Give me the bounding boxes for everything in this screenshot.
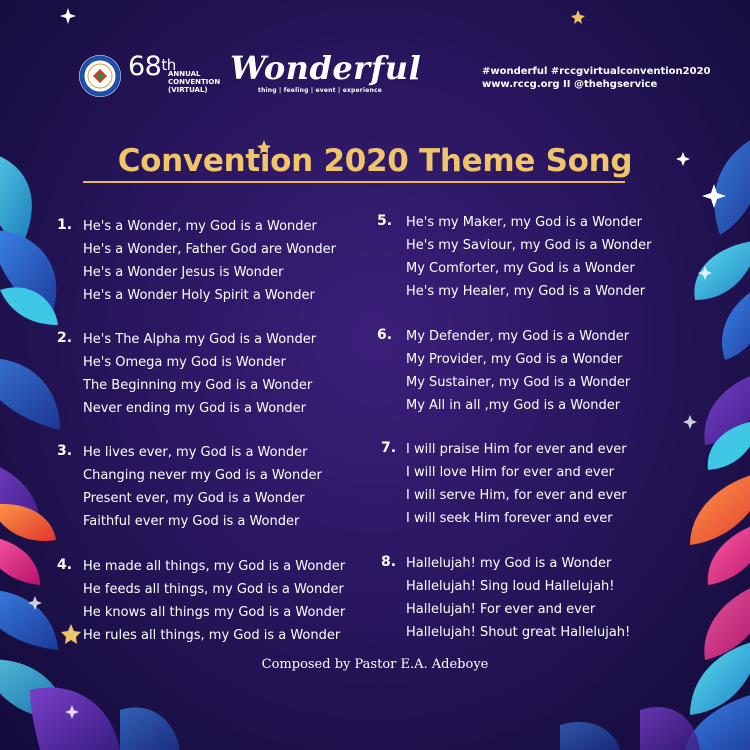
verse-line: He's a Wonder, my God is a Wonder (83, 219, 317, 234)
verse-line: He's The Alpha my God is a Wonder (83, 332, 317, 347)
hashtags-line: #wonderful #rccgvirtualconvention2020 (482, 66, 711, 77)
verse-line: My Provider, my God is a Wonder (406, 352, 623, 367)
title-underline (83, 181, 625, 183)
verse-number: 6. (377, 327, 393, 343)
verse-number: 8. (381, 554, 397, 570)
verse-line: Never ending my God is a Wonder (83, 401, 307, 416)
wonderful-tagline: thing | feeling | event | experience (258, 87, 382, 94)
convention-subtitle: ANNUAL CONVENTION (VIRTUAL) (168, 70, 221, 94)
verse-line: He's a Wonder Jesus is Wonder (83, 265, 284, 280)
verse-line: Hallelujah! my God is a Wonder (406, 556, 612, 571)
verse-line: I will seek Him forever and ever (406, 511, 613, 526)
verse-line: The Beginning my God is a Wonder (83, 378, 313, 393)
verse-line: He made all things, my God is a Wonder (83, 559, 346, 574)
convention-number: 68th (128, 51, 176, 82)
verse-line: My All in all ,my God is a Wonder (406, 398, 621, 413)
verse-line: Hallelujah! For ever and ever (406, 602, 596, 617)
composer-credit: Composed by Pastor E.A. Adeboye (261, 657, 489, 672)
verse-line: Faithful ever my God is a Wonder (83, 514, 300, 529)
verse-number: 1. (57, 217, 73, 233)
verse-line: He feeds all things, my God is a Wonder (83, 582, 344, 597)
verse-line: He knows all things my God is a Wonder (83, 605, 346, 620)
verse-line: Hallelujah! Shout great Hallelujah! (406, 625, 631, 640)
convention-suffix: th (161, 56, 176, 74)
verse-line: Changing never my God is a Wonder (83, 468, 322, 483)
verse-line: I will praise Him for ever and ever (406, 442, 627, 457)
verse-line: My Comforter, my God is a Wonder (406, 261, 635, 276)
verse-line: I will serve Him, for ever and ever (406, 488, 627, 503)
verse-line: He's Omega my God is Wonder (83, 355, 286, 370)
verse-number: 3. (57, 443, 73, 459)
verse-number: 5. (377, 213, 393, 229)
rccg-seal-icon (78, 54, 122, 98)
page-title: Convention 2020 Theme Song (117, 143, 633, 179)
verse-line: I will love Him for ever and ever (406, 465, 614, 480)
verse-number: 2. (57, 330, 73, 346)
verse-line: My Sustainer, my God is a Wonder (406, 375, 631, 390)
verse-line: He lives ever, my God is a Wonder (83, 445, 308, 460)
verse-number: 4. (57, 557, 73, 573)
links-line: www.rccg.org II @thehgservice (482, 79, 658, 90)
verse-line: He rules all things, my God is a Wonder (83, 628, 341, 643)
verse-line: He's my Maker, my God is a Wonder (406, 215, 642, 230)
verse-line: My Defender, my God is a Wonder (406, 329, 630, 344)
hashtags-block (482, 65, 732, 91)
verse-line: He's my Saviour, my God is a Wonder (406, 238, 652, 253)
wonderful-logo: Wonderful (230, 49, 422, 87)
verse-line: He's a Wonder, Father God are Wonder (83, 242, 337, 257)
verse-line: Present ever, my God is a Wonder (83, 491, 305, 506)
verse-line: He's my Healer, my God is a Wonder (406, 284, 646, 299)
verse-line: Hallelujah! Sing loud Hallelujah! (406, 579, 615, 594)
verse-number: 7. (381, 440, 397, 456)
verse-line: He's a Wonder Holy Spirit a Wonder (83, 288, 315, 303)
